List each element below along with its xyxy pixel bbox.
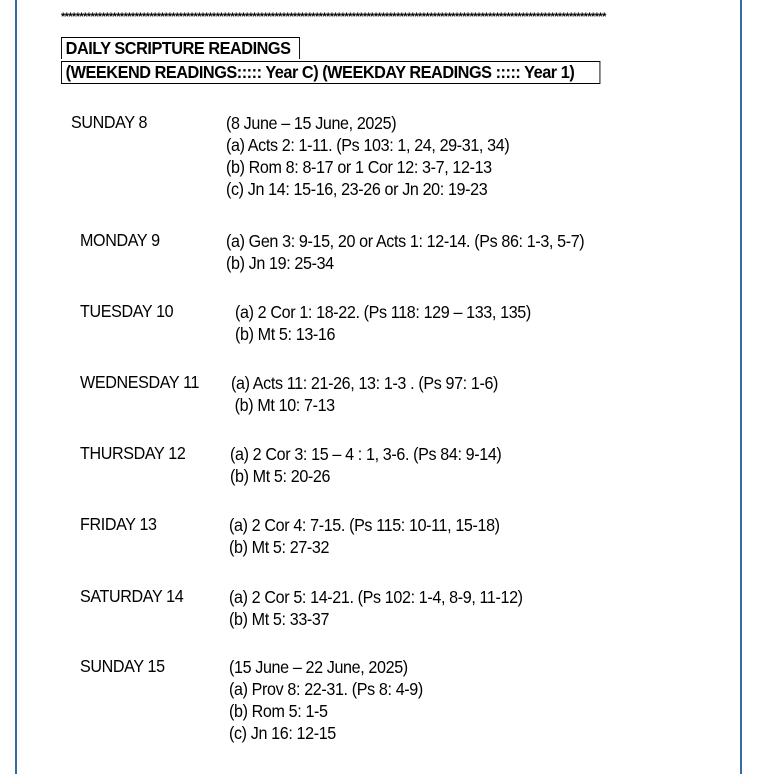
day-label: SATURDAY 14 <box>80 586 184 606</box>
reading-line: (b) Mt 5: 33-37 <box>229 609 330 629</box>
readings-list <box>231 372 498 416</box>
reading-line: (a) 2 Cor 3: 15 – 4 : 1, 3-6. (Ps 84: 9-14) <box>230 444 502 464</box>
reading-line: (b) Mt 5: 27-32 <box>229 537 330 557</box>
reading-line: (b) Mt 10: 7-13 <box>234 395 335 415</box>
reading-line: (c) Jn 16: 12-15 <box>229 723 336 743</box>
document-title: DAILY SCRIPTURE READINGS <box>61 37 300 59</box>
reading-line: (b) Rom 5: 1-5 <box>229 701 328 721</box>
reading-line: (a) Acts 2: 1-11. (Ps 103: 1, 24, 29-31, 34) <box>226 135 510 155</box>
reading-line: (8 June – 15 June, 2025) <box>226 113 397 133</box>
reading-line: (a) 2 Cor 4: 7-15. (Ps 115: 10-11, 15-18) <box>229 515 500 535</box>
reading-line: (b) Jn 19: 25-34 <box>226 253 334 273</box>
reading-line: (c) Jn 14: 15-16, 23-26 or Jn 20: 19-23 <box>226 179 488 199</box>
reading-line: (15 June – 22 June, 2025) <box>229 657 408 677</box>
reading-line: (a) Gen 3: 9-15, 20 or Acts 1: 12-14. (Ps 86: 1-3, 5-7) <box>226 231 585 251</box>
day-label: WEDNESDAY 11 <box>80 372 200 392</box>
readings-list <box>229 586 523 630</box>
reading-line: (b) Mt 5: 20-26 <box>230 466 331 486</box>
reading-line: (a) Prov 8: 22-31. (Ps 8: 4-9) <box>229 679 423 699</box>
asterisk-divider: **************************************************************************************************************************************************** <box>61 11 606 23</box>
readings-list <box>229 656 423 744</box>
page-border-left <box>15 0 17 774</box>
day-label: FRIDAY 13 <box>80 514 157 534</box>
day-label: TUESDAY 10 <box>80 301 174 321</box>
day-label: SUNDAY 15 <box>80 656 165 676</box>
page-border-right <box>740 0 742 774</box>
reading-line: (a) Acts 11: 21-26, 13: 1-3 . (Ps 97: 1-6) <box>231 373 499 393</box>
day-label: SUNDAY 8 <box>71 112 148 132</box>
readings-list <box>226 112 509 200</box>
reading-line: (a) 2 Cor 1: 18-22. (Ps 118: 129 – 133, 135) <box>235 302 531 322</box>
readings-list <box>235 301 531 345</box>
day-label: MONDAY 9 <box>80 230 160 250</box>
reading-line: (a) 2 Cor 5: 14-21. (Ps 102: 1-4, 8-9, 11-12) <box>229 587 523 607</box>
reading-line: (b) Rom 8: 8-17 or 1 Cor 12: 3-7, 12-13 <box>226 157 492 177</box>
document-subtitle: (WEEKEND READINGS::::: Year C) (WEEKDAY READINGS ::::: Year 1) <box>61 61 600 84</box>
reading-line: (b) Mt 5: 13-16 <box>235 324 336 344</box>
day-label: THURSDAY 12 <box>80 443 186 463</box>
readings-list <box>229 514 500 558</box>
readings-list <box>226 230 584 274</box>
readings-list <box>230 443 501 487</box>
